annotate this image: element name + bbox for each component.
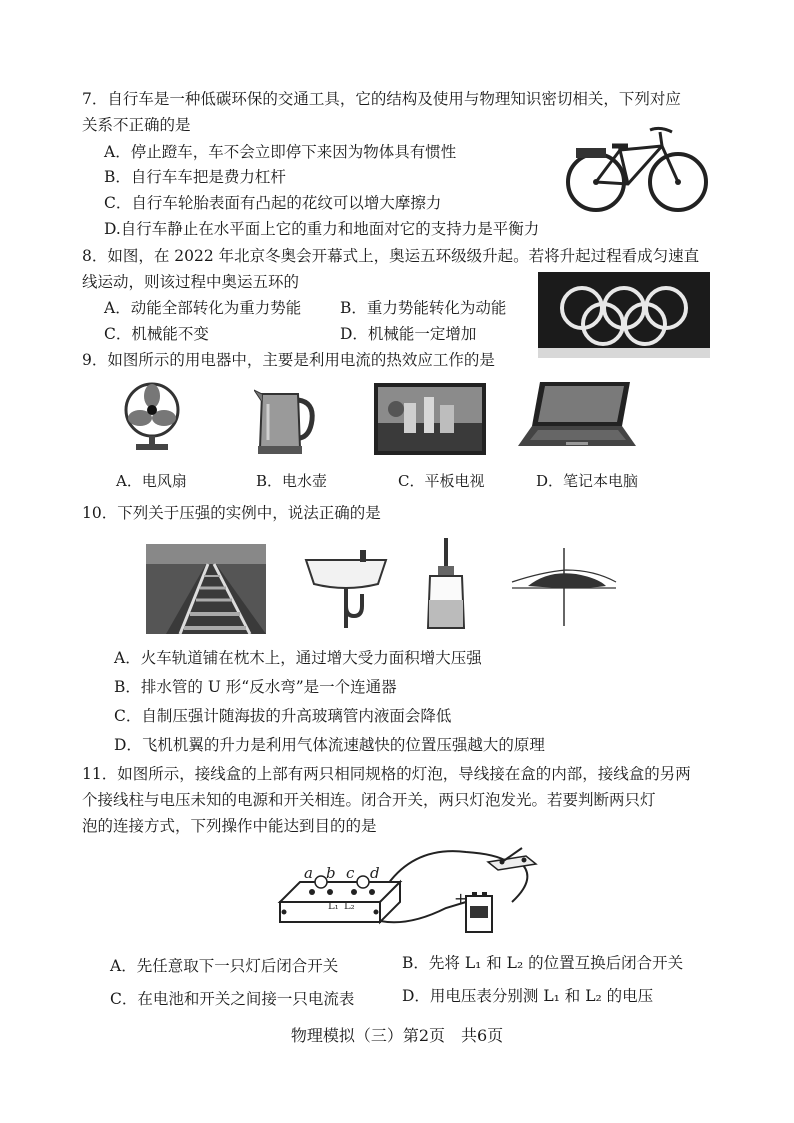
q11-option-c: C．在电池和开关之间接一只电流表 [110, 990, 355, 1008]
battery-plus-label: + [454, 889, 468, 908]
q11-option-b: B．先将 L₁ 和 L₂ 的位置互换后闭合开关 [402, 954, 684, 972]
pressure-gauge-bottle-image [420, 538, 472, 630]
q9-option-c: C．平板电视 [398, 472, 485, 490]
flat-tv-image [374, 383, 486, 455]
terminal-d-label: d [370, 864, 380, 882]
terminal-b-label: b [326, 864, 336, 882]
q11-stem-line2: 个接线柱与电压未知的电源和开关相连。闭合开关，两只灯泡发光。若要判断两只灯 [82, 791, 656, 809]
q8-option-b: B．重力势能转化为动能 [340, 299, 507, 317]
q9-stem: 9．如图所示的用电器中，主要是利用电流的热效应工作的是 [82, 351, 495, 369]
bulb-l2-label: L₂ [344, 901, 355, 912]
q7-stem-line2: 关系不正确的是 [82, 116, 191, 134]
q10-option-b: B．排水管的 U 形“反水弯”是一个连通器 [114, 678, 397, 696]
q10-option-c: C．自制压强计随海拔的升高玻璃管内液面会降低 [114, 707, 452, 725]
q11-stem-line3: 泡的连接方式，下列操作中能达到目的的是 [82, 817, 377, 835]
q9-option-d: D．笔记本电脑 [536, 472, 639, 490]
q8-option-c: C．机械能不变 [104, 325, 209, 343]
q11-option-d: D．用电压表分别测 L₁ 和 L₂ 的电压 [402, 987, 654, 1005]
airplane-wing-image [508, 548, 620, 628]
q7-option-d: D.自行车静止在水平面上它的重力和地面对它的支持力是平衡力 [104, 220, 540, 238]
bicycle-image [562, 120, 712, 216]
sink-drain-image [302, 550, 390, 630]
q7-option-b: B．自行车车把是费力杠杆 [104, 168, 286, 186]
q7-option-a: A．停止蹬车，车不会立即停下来因为物体具有惯性 [104, 143, 457, 161]
q10-option-a: A．火车轨道铺在枕木上，通过增大受力面积增大压强 [114, 649, 482, 667]
railway-track-image [146, 544, 266, 634]
q11-option-a: A．先任意取下一只灯后闭合开关 [110, 957, 339, 975]
electric-fan-image [112, 380, 192, 452]
q9-option-a: A．电风扇 [116, 472, 187, 490]
page-footer: 物理模拟（三）第2页 共6页 [290, 1026, 504, 1045]
electric-kettle-image [254, 384, 318, 456]
q8-option-a: A．动能全部转化为重力势能 [104, 299, 302, 317]
junction-box-circuit-image [276, 838, 556, 940]
q8-option-d: D．机械能一定增加 [340, 325, 477, 343]
bulb-l1-label: L₁ [328, 901, 339, 912]
olympic-rings-image [538, 272, 710, 358]
q7-option-c: C．自行车轮胎表面有凸起的花纹可以增大摩擦力 [104, 194, 442, 212]
q8-stem-line2: 线运动，则该过程中奥运五环的 [82, 273, 300, 291]
q9-option-b: B．电水壶 [256, 472, 328, 490]
terminal-a-label: a [304, 864, 313, 882]
terminal-c-label: c [346, 864, 355, 882]
q11-stem-line1: 11．如图所示，接线盒的上部有两只相同规格的灯泡，导线接在盒的内部，接线盒的另两 [82, 765, 691, 783]
q8-stem-line1: 8．如图，在 2022 年北京冬奥会开幕式上，奥运五环级级升起。若将升起过程看成匀速直 [82, 247, 700, 265]
q10-option-d: D．飞机机翼的升力是利用气体流速越快的位置压强越大的原理 [114, 736, 545, 754]
q10-stem: 10．下列关于压强的实例中，说法正确的是 [82, 504, 381, 522]
q7-stem-line1: 7．自行车是一种低碳环保的交通工具，它的结构及使用与物理知识密切相关，下列对应 [82, 90, 681, 108]
laptop-image [518, 380, 636, 456]
